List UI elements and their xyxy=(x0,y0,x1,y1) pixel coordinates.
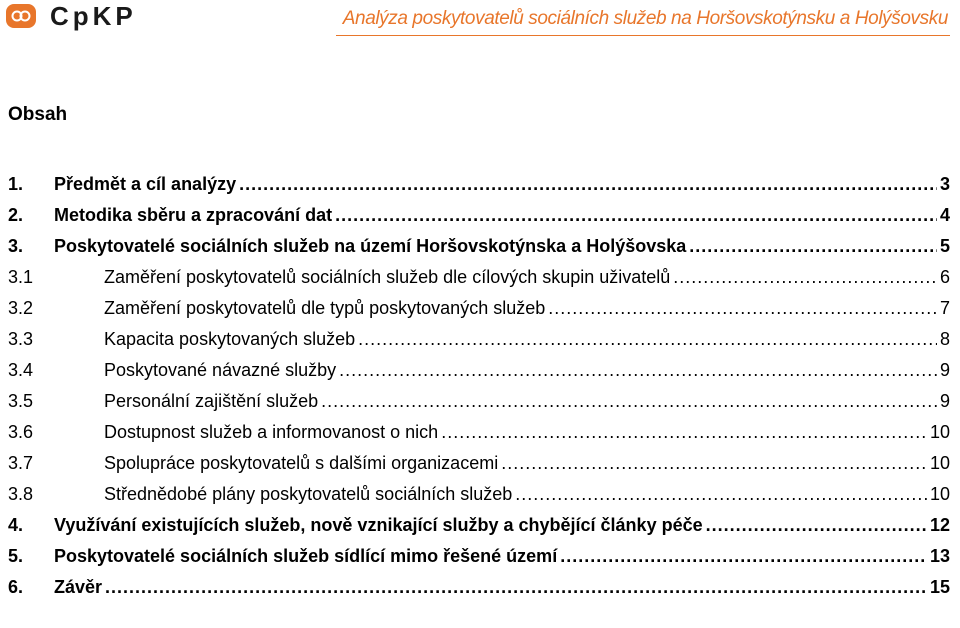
toc-entry-number: 3.6 xyxy=(8,421,34,442)
dot-leader xyxy=(515,483,927,505)
toc-entry[interactable] xyxy=(8,323,950,354)
toc-entry-page: 10 xyxy=(929,483,950,504)
page-header xyxy=(0,0,960,36)
toc-entry-page: 13 xyxy=(929,545,950,566)
toc-entry-number: 3.1 xyxy=(8,266,34,287)
toc-entry-page: 6 xyxy=(939,266,950,287)
toc-entry-number: 3.3 xyxy=(8,328,34,349)
toc-entry-page: 4 xyxy=(939,204,950,225)
dot-leader xyxy=(339,359,937,381)
toc-entry-title: Využívání existujících služeb, nově vznikající služby a chybějící články péče xyxy=(54,514,703,535)
toc-entry[interactable] xyxy=(8,478,950,509)
dot-leader xyxy=(673,266,937,288)
dot-leader xyxy=(105,576,927,598)
toc-entry-number: 2. xyxy=(8,204,24,225)
toc-entry-title: Střednědobé plány poskytovatelů sociálních služeb xyxy=(104,483,513,504)
toc-entry-number: 3. xyxy=(8,235,24,256)
toc-entry-title: Zaměření poskytovatelů dle typů poskytovaných služeb xyxy=(104,297,546,318)
toc-entry-number: 6. xyxy=(8,576,24,597)
dot-leader xyxy=(239,173,937,195)
dot-leader xyxy=(321,390,937,412)
toc-entry-title: Poskytovatelé sociálních služeb na území Horšovskotýnska a Holýšovska xyxy=(54,235,687,256)
toc-entry-page: 12 xyxy=(929,514,950,535)
toc-entry-title: Poskytovatelé sociálních služeb sídlící mimo řešené území xyxy=(54,545,558,566)
toc-entry-title: Personální zajištění služeb xyxy=(104,390,319,411)
toc-entry[interactable] xyxy=(8,385,950,416)
toc-entry-page: 5 xyxy=(939,235,950,256)
toc-entry[interactable] xyxy=(8,571,950,602)
dot-leader xyxy=(501,452,927,474)
document-title: Analýza poskytovatelů sociálních služeb na Horšovskotýnsku a Holýšovsku xyxy=(342,8,948,29)
toc-entry[interactable] xyxy=(8,354,950,385)
cpkp-logo xyxy=(6,2,137,30)
toc-entry-title: Metodika sběru a zpracování dat xyxy=(54,204,333,225)
dot-leader xyxy=(548,297,937,319)
toc-entry[interactable] xyxy=(8,292,950,323)
toc-entry-page: 15 xyxy=(929,576,950,597)
toc-entry-page: 10 xyxy=(929,452,950,473)
toc-entry-number: 3.5 xyxy=(8,390,34,411)
dot-leader xyxy=(689,235,937,257)
dot-leader xyxy=(706,514,927,536)
toc-heading: Obsah xyxy=(8,104,68,125)
toc-entry[interactable] xyxy=(8,416,950,447)
toc-entry[interactable] xyxy=(8,199,950,230)
toc-entry-number: 3.4 xyxy=(8,359,34,380)
toc-entry-title: Zaměření poskytovatelů sociálních služeb dle cílových skupin uživatelů xyxy=(104,266,671,287)
logo-mark-icon xyxy=(6,4,36,28)
toc-entry-number: 3.8 xyxy=(8,483,34,504)
toc-entry-number: 1. xyxy=(8,173,24,194)
toc-entry-page: 9 xyxy=(939,390,950,411)
toc-entry-number: 3.7 xyxy=(8,452,34,473)
toc-entry-page: 9 xyxy=(939,359,950,380)
toc-entry-page: 8 xyxy=(939,328,950,349)
toc-entry-number: 3.2 xyxy=(8,297,34,318)
toc-entry-title: Spolupráce poskytovatelů s dalšími organizacemi xyxy=(104,452,499,473)
logo-text: CpKP xyxy=(50,1,137,31)
toc-entry-page: 7 xyxy=(939,297,950,318)
dot-leader xyxy=(358,328,937,350)
toc-entry-number: 4. xyxy=(8,514,24,535)
header-rule xyxy=(336,35,950,36)
toc-entry[interactable] xyxy=(8,447,950,478)
toc-entry[interactable] xyxy=(8,230,950,261)
toc-entry-title: Poskytované návazné služby xyxy=(104,359,337,380)
table-of-contents xyxy=(8,168,950,602)
toc-entry[interactable] xyxy=(8,509,950,540)
toc-entry[interactable] xyxy=(8,540,950,571)
toc-entry[interactable] xyxy=(8,261,950,292)
toc-entry-title: Dostupnost služeb a informovanost o nich xyxy=(104,421,439,442)
dot-leader xyxy=(335,204,937,226)
toc-entry-title: Kapacita poskytovaných služeb xyxy=(104,328,356,349)
toc-entry-number: 5. xyxy=(8,545,24,566)
toc-entry[interactable] xyxy=(8,168,950,199)
dot-leader xyxy=(441,421,927,443)
toc-entry-page: 10 xyxy=(929,421,950,442)
toc-entry-title: Předmět a cíl analýzy xyxy=(54,173,237,194)
toc-entry-page: 3 xyxy=(939,173,950,194)
dot-leader xyxy=(560,545,927,567)
toc-entry-title: Závěr xyxy=(54,576,103,597)
